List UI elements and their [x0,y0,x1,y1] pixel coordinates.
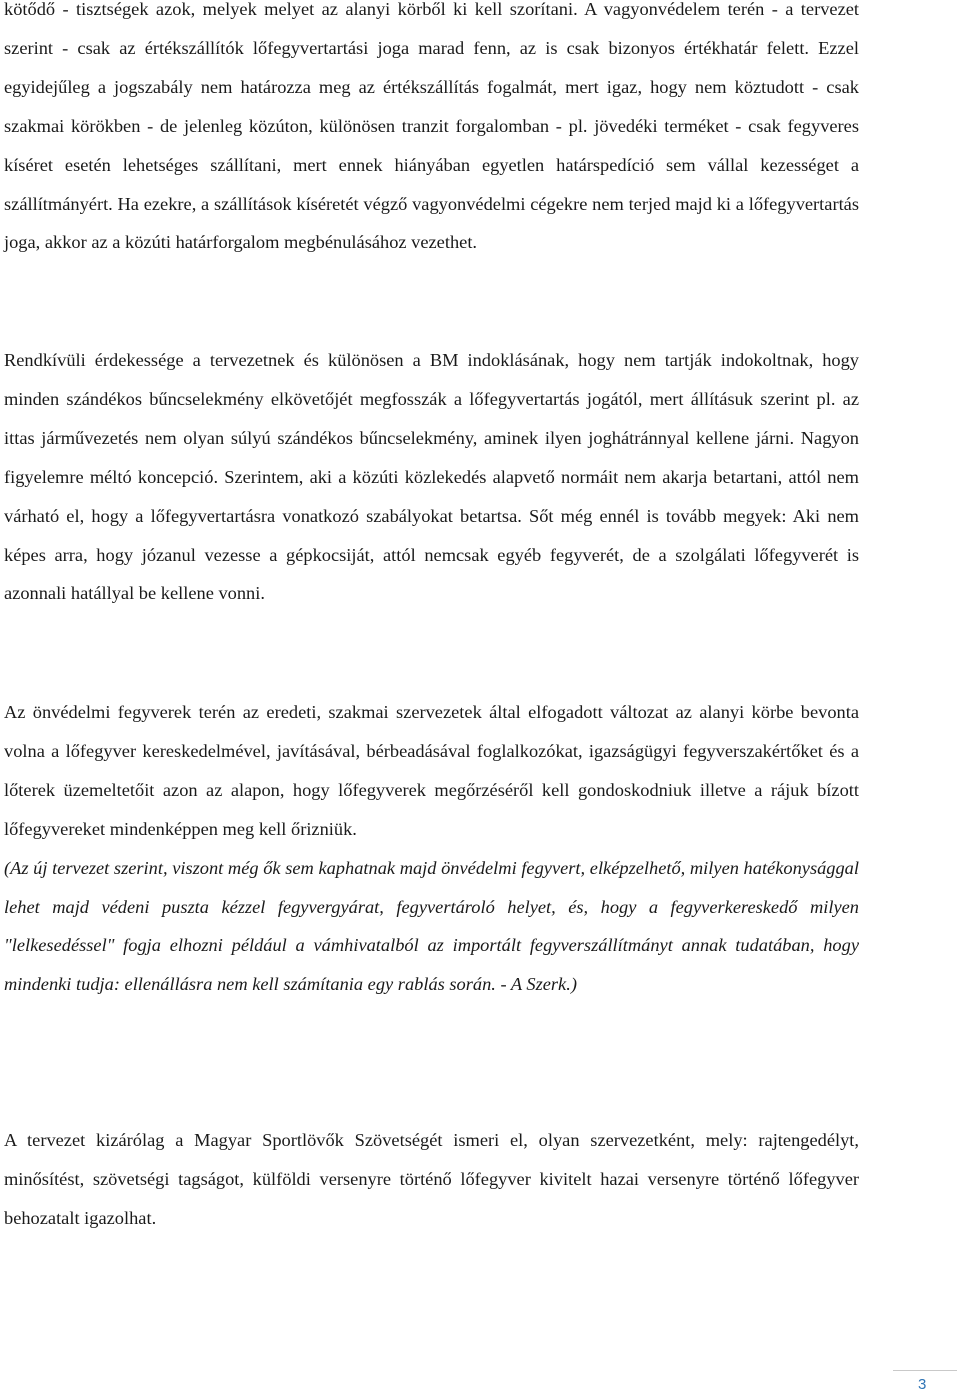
page-number: 3 [918,1376,927,1393]
paragraph-self-defense-weapons: Az önvédelmi fegyverek terén az eredeti, szakmai szervezetek által elfogadott változat az alanyi körbe bevonta volna a lőfegyver kereskedelmével, javításával, bérbeadásával foglalkozókat, igazságügyi fegyverszakértőket és a lőterek üzemeltetőit azon az alapon, hogy lőfegyverek megőrzéséről kell gondoskodniuk illetve a rájuk bízott lőfegyvereket mindenképpen meg kell őrizniük. [4,702,859,839]
paragraph-ministry-reasoning: Rendkívüli érdekessége a tervezetnek és különösen a BM indoklásának, hogy nem tartják indokoltnak, hogy minden szándékos bűncselekmény elkövetőjét megfosszák a lőfegyvertartás jogától, mert állításuk szerint pl. az ittas járművezetés nem olyan súlyú szándékos bűncselekmény, aminek ilyen joghátránnyal kellene járni. Nagyon figyelemre méltó koncepció. Szerintem, aki a közúti közlekedés alapvető normáit nem akarja betartani, attól nem várható el, hogy a lőfegyvertartásra vonatkozó szabályokat betartsa. Sőt még ennél is tovább megyek: Aki nem képes arra, hogy józanul vezesse a gépkocsiját, attól nemcsak egyéb fegyverét, de a szolgálati lőfegyverét is azonnali hatállyal be kellene vonni. [4,350,859,604]
paragraph-group-self-defense [4,693,859,1004]
paragraph-value-transport: kötődő - tisztségek azok, melyek melyet az alanyi körből ki kell szorítani. A vagyonvédelem terén - a tervezet szerint - csak az értékszállítók lőfegyvertartási joga marad fenn, az is csak bizonyos értékhatár felett. Ezzel egyidejűleg a jogszabály nem határozza meg az értékszállítás fogalmát, mert igaz, hogy nem köztudott - csak szakmai körökben - de jelenleg közúton, különösen tranzit forgalomban - pl. jövedéki terméket - csak fegyveres kíséret esetén lehetséges szállítani, mert ennek hiányában egyetlen határspedíció sem vállal kezességet a szállítmányért. Ha ezekre, a szállítások kíséretét végző vagyonvédelmi cégekre nem terjed majd ki a lőfegyvertartás joga, akkor az a közúti határforgalom megbénulásához vezethet. [4,0,859,253]
paragraph-sport-shooters-federation: A tervezet kizárólag a Magyar Sportlövők Szövetségét ismeri el, olyan szervezetként, mely: rajtengedélyt, minősítést, szövetségi tagságot, külföldi versenyre történő lőfegyver kivitelt hazai versenyre történő lőfegyver behozatalt igazolhat. [4,1130,859,1228]
page-number-divider [893,1370,957,1371]
editor-note: (Az új tervezet szerint, viszont még ők sem kaphatnak majd önvédelmi fegyvert, elképzelhető, milyen hatékonysággal lehet majd védeni puszta kézzel fegyvergyárat, fegyvertároló helyet, és, hogy a fegyverkereskedő milyen "lelkesedéssel" fogja elhozni például a vámhivatalból az importált fegyverszállítmányt annak tudatában, hogy mindenki tudja: ellenállásra nem kell számítania egy rablás során. - A Szerk.) [4,857,859,995]
